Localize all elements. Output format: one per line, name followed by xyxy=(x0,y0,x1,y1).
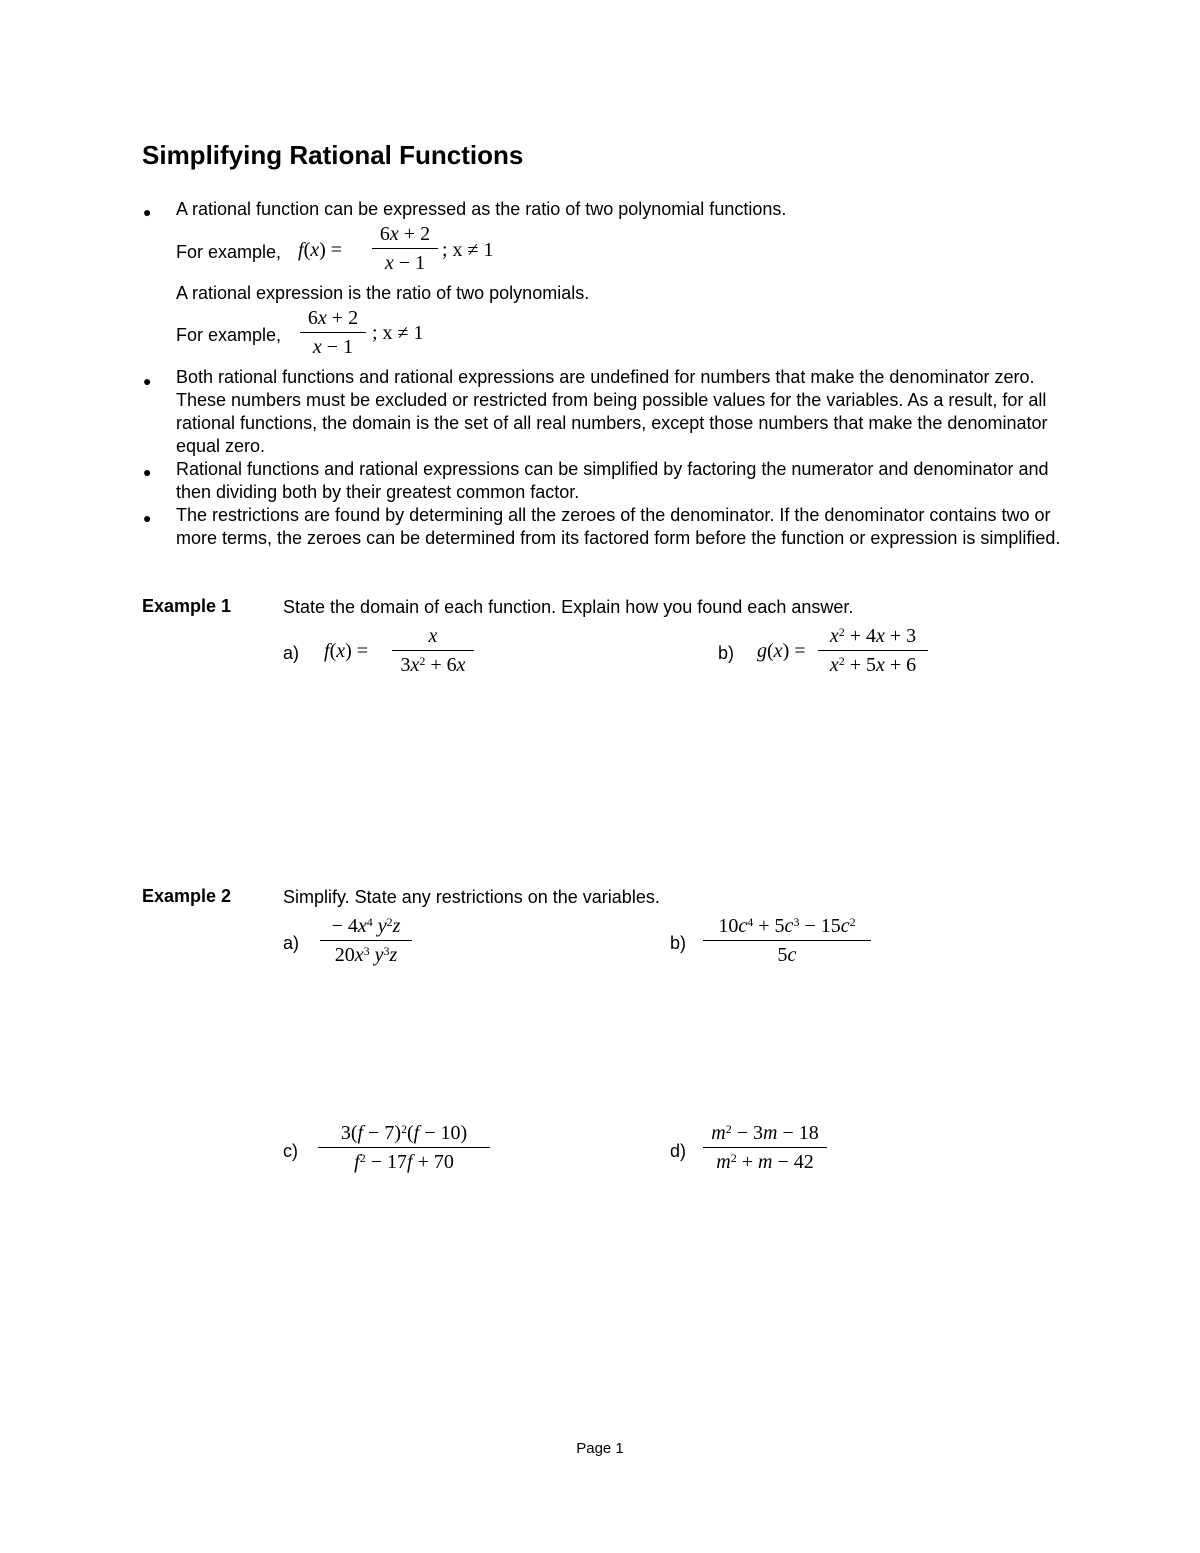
example-1-part-b-label: b) xyxy=(718,643,735,663)
example-1-f-label: f(x) = xyxy=(324,640,369,662)
restriction-2: ; x ≠ 1 xyxy=(372,322,424,344)
bullet-marker: ● xyxy=(143,373,152,389)
example-2-instruction: Simplify. State any restrictions on the variables. xyxy=(283,887,660,907)
example-1-g-label: g(x) = xyxy=(757,640,806,662)
example-fraction-1: 6x + 2 x − 1 xyxy=(372,222,438,275)
page-footer: Page 1 xyxy=(576,1440,624,1457)
example-2-part-c-label: c) xyxy=(283,1141,298,1161)
function-f-label: f(x) = xyxy=(298,239,343,261)
bullet-marker: ● xyxy=(143,204,152,220)
bullet-1: A rational function can be expressed as the ratio of two polynomial functions. xyxy=(176,199,787,219)
for-example-label: For example, xyxy=(176,242,282,262)
example-2-part-d-label: d) xyxy=(670,1141,687,1161)
example-2-label: Example 2 xyxy=(142,886,232,906)
example-fraction-2: 6x + 2 x − 1 xyxy=(300,306,366,359)
example-2b-fraction: $10c^4 + 5c^3 - 15c^2$ 5c xyxy=(703,914,871,967)
for-example-label-2: For example, xyxy=(176,325,282,345)
example-2c-fraction: $3(f - 7)^2(f - 10)$ $f^2 - 17f + 70$ xyxy=(318,1121,490,1174)
bullet-2: Both rational functions and rational expressions are undefined for numbers that make the denominator zero. These numbers must be excluded or restricted from being possible values for the variables. As a result, for all rational functions, the domain is the set of all real numbers, except those numbers that make the denominator equal zero. xyxy=(176,367,1048,456)
page-title: Simplifying Rational Functions xyxy=(142,140,524,170)
bullet-3: Rational functions and rational expressions can be simplified by factoring the numerator and denominator and then dividing both by their greatest common factor. xyxy=(176,459,1049,502)
example-1-label: Example 1 xyxy=(142,596,232,616)
example-1-part-a-label: a) xyxy=(283,643,300,663)
restriction-1: ; x ≠ 1 xyxy=(442,239,494,261)
bullet-marker: ● xyxy=(143,510,152,526)
example-1a-fraction: x $3x^2 + 6x$ xyxy=(392,624,474,677)
bullet-marker: ● xyxy=(143,464,152,480)
example-1-instruction: State the domain of each function. Explain how you found each answer. xyxy=(283,597,854,617)
example-2a-fraction: − $4x^4$ $y^2z$ $20x^3$ $y^3z$ xyxy=(320,914,412,967)
bullet-4: The restrictions are found by determining all the zeroes of the denominator. If the denominator contains two or more terms, the zeroes can be determined from its factored form before the function or expression is simplified. xyxy=(176,505,1061,548)
example-2-part-b-label: b) xyxy=(670,933,687,953)
example-1b-fraction: $x^2 + 4x + 3$ $x^2 + 5x + 6$ xyxy=(818,624,928,677)
example-2d-fraction: $m^2 - 3m - 18$ $m^2 + m - 42$ xyxy=(703,1121,827,1174)
rational-expression-text: A rational expression is the ratio of two polynomials. xyxy=(176,283,590,303)
example-2-part-a-label: a) xyxy=(283,933,300,953)
